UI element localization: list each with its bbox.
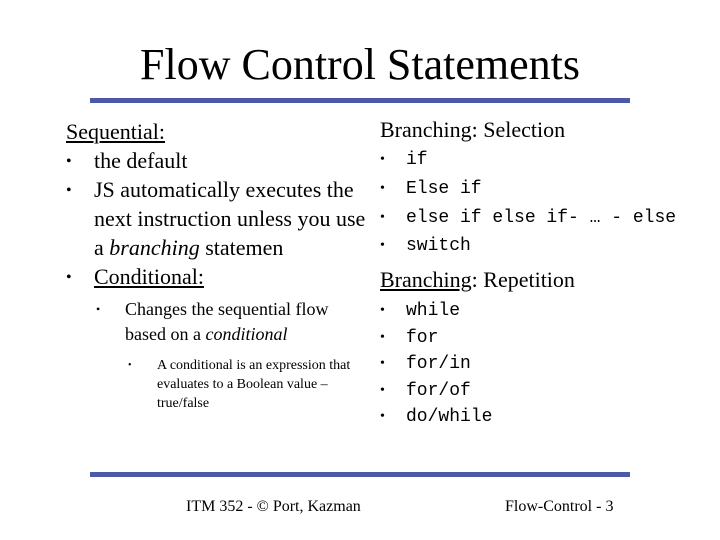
bullet-conditional	[66, 262, 366, 291]
bullet-js-executes: • JS automatically executes the next instruction unless you use a branching statemen	[66, 177, 366, 260]
selection-item: • else if else if- … - else	[380, 208, 677, 228]
conditional-word: conditional	[205, 324, 288, 344]
bottom-divider	[90, 472, 630, 477]
repetition-item: • for/in	[380, 354, 471, 374]
selection-item: • Else if	[380, 179, 482, 199]
bullet-dot: •	[128, 360, 132, 371]
repetition-item: • for/of	[380, 380, 471, 401]
bullet-dot: •	[66, 182, 72, 199]
sub-bullet-changes-flow: • Changes the sequential flow based on a conditional	[96, 299, 329, 344]
conditional-heading: Conditional:	[94, 264, 204, 289]
left-column	[66, 118, 366, 413]
bullet-dot: •	[96, 302, 101, 316]
footer-page-number: Flow-Control - 3	[505, 498, 614, 515]
bullet-dot: •	[66, 153, 72, 170]
selection-item: • switch	[380, 236, 471, 256]
selection-heading: Branching: Selection	[380, 117, 566, 142]
repetition-heading: Branching: Repetition	[380, 267, 575, 292]
repetition-item: • while	[380, 301, 461, 321]
bullet-default: • the default	[66, 146, 366, 175]
selection-item: • if	[380, 150, 428, 170]
right-column	[380, 116, 680, 431]
slide-title: Flow Control Statements	[140, 40, 580, 89]
statement-word: statemen	[205, 235, 284, 260]
repetition-item: • do/while	[380, 407, 493, 427]
subsub-bullet-boolean: • A conditional is an expression that evaluates to a Boolean value – true/false	[128, 358, 351, 411]
sequential-heading: Sequential:	[66, 119, 165, 144]
repetition-item: • for	[380, 327, 439, 348]
top-divider	[90, 98, 630, 103]
branching-word: branching	[109, 235, 200, 260]
bullet-dot: •	[66, 269, 72, 286]
footer-course: ITM 352 - © Port, Kazman	[186, 498, 361, 515]
